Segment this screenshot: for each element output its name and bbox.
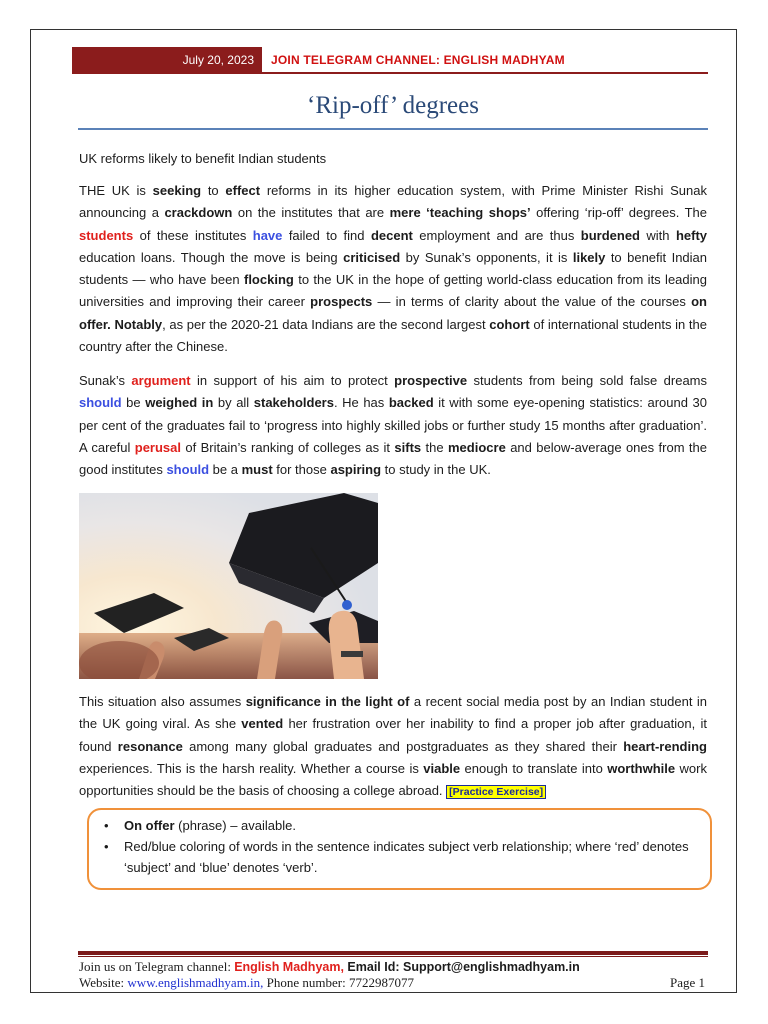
text-run: of Britain’s ranking of colleges as it <box>181 439 395 455</box>
article-subtitle <box>79 148 707 170</box>
footer-line-1 <box>79 959 707 975</box>
note-text: (phrase) – available. <box>174 818 296 833</box>
bold-vocab-word: heart-rending <box>623 738 707 754</box>
bold-vocab-word: resonance <box>117 738 183 754</box>
bold-vocab-word: seeking <box>152 183 202 198</box>
text-run: to study in the UK. <box>381 462 491 478</box>
bold-vocab-word: crackdown <box>164 205 233 221</box>
footer-telegram-label: Join us on Telegram channel: <box>79 959 235 974</box>
bold-vocab-word: weighed in <box>145 395 214 411</box>
bold-vocab-word: must <box>241 462 273 478</box>
footer-rule-thin <box>78 956 708 957</box>
text-run: employment and are thus <box>412 227 581 243</box>
verb-word: should <box>166 462 210 478</box>
text-run: for those <box>272 462 331 478</box>
note-item <box>94 815 694 836</box>
subject-word: perusal <box>134 439 182 455</box>
footer-telegram-channel[interactable]: English Madhyam, <box>234 960 344 974</box>
bold-vocab-word: mere <box>389 205 421 221</box>
bold-vocab-word: on offer. <box>79 294 707 332</box>
bold-vocab-word: cohort <box>489 316 530 332</box>
bold-vocab-word: flocking <box>243 272 294 288</box>
header-bar <box>72 47 708 74</box>
bold-vocab-word: prospects <box>310 294 373 310</box>
text-run: it with some eye-opening statistics: around 30 per cent of the graduates fail to ‘progress into highly skilled jobs or further study 15 months after graduation’. A careful <box>79 395 707 455</box>
bullet-icon: • <box>104 818 109 833</box>
text-run: offering ‘rip-off’ degrees. The <box>530 205 707 221</box>
bullet-icon: • <box>104 839 109 854</box>
note-term: On offer <box>124 818 175 833</box>
footer-website-link[interactable]: www.englishmadhyam.in, <box>127 975 264 990</box>
text-run: be <box>121 395 146 411</box>
bold-vocab-word: decent <box>370 227 413 243</box>
text-run: of international students in the country after the Chinese. <box>79 316 707 355</box>
bold-vocab-word: vented <box>241 716 284 732</box>
bold-vocab-word: likely <box>572 249 606 265</box>
text-run: enough to translate into <box>460 760 608 776</box>
page-number: Page 1 <box>669 975 705 990</box>
paragraph-1 <box>79 180 707 358</box>
note-item <box>94 836 694 878</box>
text-run: to <box>201 183 226 198</box>
subtitle-text: UK reforms likely to benefit Indian students <box>79 151 327 166</box>
article-title: ‘Rip-off’ degrees <box>307 92 479 119</box>
bold-vocab-word: Notably <box>114 316 163 332</box>
subject-word: students <box>79 227 134 243</box>
bold-vocab-word: criticised <box>343 249 401 265</box>
bold-vocab-word: significance in the light of <box>245 694 410 709</box>
bold-vocab-word: aspiring <box>330 462 382 478</box>
text-run: . He has <box>333 395 389 411</box>
paragraph-2 <box>79 370 707 481</box>
bold-vocab-word: backed <box>388 395 434 411</box>
text-run: experiences. This is the harsh reality. Whether a course is <box>79 760 424 776</box>
text-run: be a <box>209 462 242 478</box>
bold-vocab-word: sifts <box>394 439 422 455</box>
text-run: failed to find <box>282 227 371 243</box>
footer-rule-thick <box>78 951 708 955</box>
bold-vocab-word: ‘teaching shops’ <box>426 205 531 221</box>
text-run: on the institutes that are <box>232 205 390 221</box>
footer-phone: Phone number: 7722987077 <box>263 975 414 990</box>
header-underline <box>262 72 708 74</box>
graduation-caps-photo <box>79 493 378 679</box>
text-run: with <box>640 227 676 243</box>
header-date: July 20, 2023 <box>72 47 262 74</box>
bold-vocab-word: viable <box>423 760 461 776</box>
footer-website-label: Website: <box>79 975 128 990</box>
text-run: in support of his aim to protect <box>190 373 395 388</box>
text-run: to benefit Indian students — who have been <box>79 249 708 288</box>
text-run: work opportunities should be the basis of choosing a college abroad. <box>79 760 707 799</box>
footer-email[interactable]: Email Id: Support@englishmadhyam.in <box>343 960 580 974</box>
bold-vocab-word: mediocre <box>448 439 506 455</box>
text-run: of these institutes <box>133 227 253 243</box>
subject-word: argument <box>131 373 191 388</box>
bold-vocab-word: effect <box>225 183 261 198</box>
text-run: the <box>421 439 448 455</box>
bold-vocab-word: stakeholders <box>253 395 334 411</box>
text-run: , as per the 2020-21 data Indians are the second largest <box>162 316 490 332</box>
text-run: Sunak’s <box>79 373 132 388</box>
text-run: This situation also assumes <box>79 694 246 709</box>
bold-vocab-word: prospective <box>394 373 468 388</box>
paragraph-3 <box>79 691 707 802</box>
verb-word: have <box>252 227 283 243</box>
title-divider <box>78 128 708 130</box>
footer-line-2 <box>79 975 707 991</box>
text-run: and below-average ones from the good institutes <box>79 439 707 478</box>
text-run: — in terms of clarity about the value of the courses <box>372 294 692 310</box>
bold-vocab-word: burdened <box>580 227 640 243</box>
text-run: by all <box>213 395 254 411</box>
text-run: education loans. Though the move is being <box>79 249 344 265</box>
text-run: her frustration over her inability to find a proper job after graduation, it found <box>79 716 707 754</box>
text-run: to the UK in the hope of getting world-class education from its leading universities and improving their career <box>79 272 707 310</box>
text-run: a recent social media post by an Indian student in the UK going viral. As she <box>79 694 708 732</box>
bold-vocab-word: worthwhile <box>607 760 676 776</box>
telegram-channel-banner[interactable]: JOIN TELEGRAM CHANNEL: ENGLISH MADHYAM <box>271 53 565 67</box>
text-run: by Sunak’s opponents, it is <box>400 249 573 265</box>
verb-word: should <box>79 395 122 411</box>
text-run: THE UK is <box>79 183 153 198</box>
text-run: students from being sold false dreams <box>467 373 707 388</box>
practice-exercise-link[interactable]: [Practice Exercise] <box>446 785 546 799</box>
text-run: among many global graduates and postgraduates as they shared their <box>182 738 624 754</box>
note-text: Red/blue coloring of words in the sentence indicates subject verb relationship; where ‘red’ denotes ‘subject’ and ‘blue’ denotes ‘verb’. <box>124 839 689 875</box>
bold-vocab-word: hefty <box>675 227 708 243</box>
notes-list <box>94 815 694 878</box>
text-run: reforms in its higher education system, with Prime Minister Rishi Sunak announcing a <box>79 183 707 221</box>
